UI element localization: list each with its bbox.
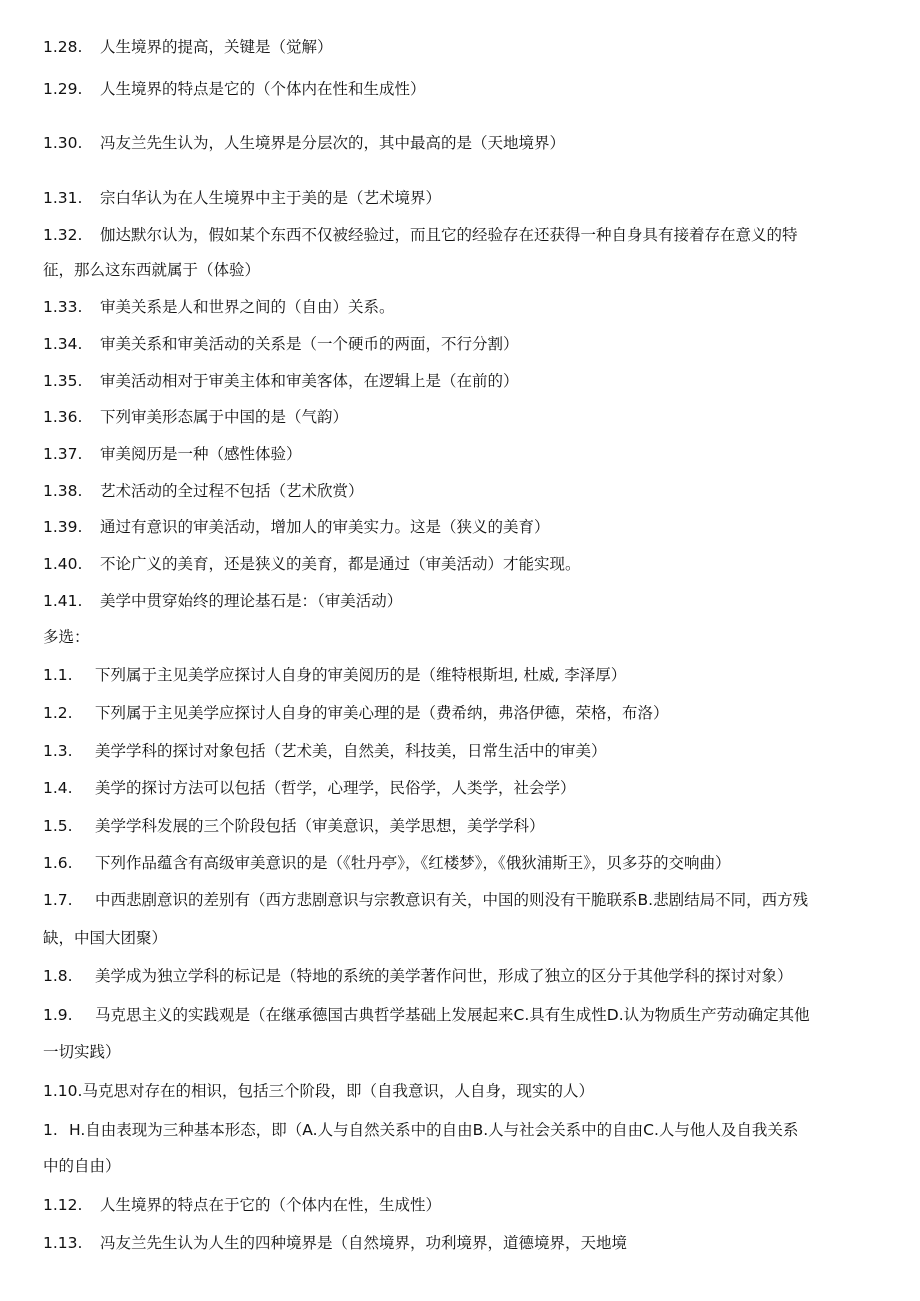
item-number: 1.13. [43,1234,83,1252]
item-text: 审美关系和审美活动的关系是（一个硬币的两面，不行分割） [100,335,519,353]
item-text: 审美活动相对于审美主体和审美客体，在逻辑上是（在前的） [100,372,519,390]
item-continuation: 缺，中国大团聚） [43,929,168,947]
item-text: 美学的探讨方法可以包括（哲学，心理学，民俗学，人类学，社会学） [95,779,576,797]
list-item [43,1081,883,1101]
item-text: 下列作品蕴含有高级审美意识的是（《牡丹亭》，《红楼梦》，《俄狄浦斯王》，贝多芬的交响曲） [95,854,731,872]
item-continuation: 中的自由） [43,1157,121,1175]
item-number: 1.4. [43,779,73,797]
list-item [43,334,883,354]
item-text: 美学学科发展的三个阶段包括（审美意识，美学思想，美学学科） [95,817,545,835]
item-text: 冯友兰先生认为，人生境界是分层次的，其中最高的是（天地境界） [100,134,566,152]
item-number: 1.1. [43,666,73,684]
item-text: 1.10.马克思对存在的相识，包括三个阶段，即（自我意识，人自身，现实的人） [43,1082,594,1100]
item-text: 人生境界的特点是它的（个体内在性和生成性） [100,80,426,98]
item-number: 1.6. [43,854,73,872]
item-number: 1.37. [43,445,83,463]
item-text: 冯友兰先生认为人生的四种境界是（自然境界，功利境界，道德境界，天地境 [100,1234,628,1252]
list-item [43,1195,883,1215]
item-text: 下列属于主见美学应探讨人自身的审美心理的是（费希纳，弗洛伊德，荣格，布洛） [95,704,669,722]
list-item [43,1120,883,1140]
item-number: 1.8. [43,967,73,985]
section-heading: 多选： [43,628,90,646]
item-number: 1.34. [43,335,83,353]
item-text: 伽达默尔认为，假如某个东西不仅被经验过，而且它的经验存在还获得一种自身具有接着存在意义的特 [100,226,798,244]
item-text: 美学成为独立学科的标记是（特地的系统的美学著作问世，形成了独立的区分于其他学科的探讨对象） [95,967,793,985]
item-number: 1.7. [43,891,73,909]
item-text: 不论广义的美育，还是狭义的美育，都是通过（审美活动）才能实现。 [100,555,581,573]
item-text: 人生境界的提高，关键是（觉解） [100,38,333,56]
item-text: 下列属于主见美学应探讨人自身的审美阅历的是（维特根斯坦, 杜威, 李泽厚） [95,666,627,684]
list-item [43,407,883,427]
list-item [43,890,883,910]
list-item [43,816,883,836]
item-text: 审美关系是人和世界之间的（自由）关系。 [100,298,395,316]
item-text: H.自由表现为三种基本形态，即（A.人与自然关系中的自由B.人与社会关系中的自由C.人与他人及自我关系 [69,1121,799,1139]
item-text: 美学学科的探讨对象包括（艺术美，自然美，科技美，日常生活中的审美） [95,742,607,760]
item-text: 通过有意识的审美活动，增加人的审美实力。这是（狭义的美育） [100,518,550,536]
item-continuation: 一切实践） [43,1043,121,1061]
item-number: 1.32. [43,226,83,244]
list-item [43,1005,883,1025]
item-text: 马克思主义的实践观是（在继承德国古典哲学基础上发展起来C.具有生成性D.认为物质生产劳动确定其他 [95,1006,810,1024]
list-item [43,778,883,798]
item-number: 1.30. [43,134,83,152]
item-text: 下列审美形态属于中国的是（气韵） [100,408,349,426]
item-text: 艺术活动的全过程不包括（艺术欣赏） [100,482,364,500]
list-item [43,225,883,245]
item-number: 1.38. [43,482,83,500]
list-item [43,188,883,208]
list-item [43,703,883,723]
item-number: 1.5. [43,817,73,835]
item-text: 宗白华认为在人生境界中主于美的是（艺术境界） [100,189,442,207]
item-text: 中西悲剧意识的差别有（西方悲剧意识与宗教意识有关，中国的则没有干脆联系B.悲剧结局不同，西方残 [95,891,809,909]
list-item [43,741,883,761]
list-item [43,853,883,873]
item-number: 1.35. [43,372,83,390]
item-number: 1.2. [43,704,73,722]
item-number: 1.9. [43,1006,73,1024]
item-number: 1.40. [43,555,83,573]
item-number: 1.33. [43,298,83,316]
list-item [43,554,883,574]
list-item [43,665,883,685]
item-number: 1.36. [43,408,83,426]
item-number: 1.3. [43,742,73,760]
item-number: 1.31. [43,189,83,207]
item-text: 人生境界的特点在于它的（个体内在性，生成性） [100,1196,442,1214]
item-number: 1.29. [43,80,83,98]
list-item [43,517,883,537]
list-item [43,297,883,317]
item-continuation: 征，那么这东西就属于（体验） [43,261,261,279]
list-item [43,444,883,464]
item-number: 1.12. [43,1196,83,1214]
list-item [43,966,883,986]
list-item [43,1233,883,1253]
item-text: 审美阅历是一种（感性体验） [100,445,302,463]
list-item [43,481,883,501]
item-number: 1.41. [43,592,83,610]
item-number: 1.28. [43,38,83,56]
list-item [43,79,883,99]
list-item [43,133,883,153]
item-number: 1.39. [43,518,83,536]
list-item [43,371,883,391]
list-item [43,591,883,611]
item-number: 1. [43,1121,58,1139]
item-text: 美学中贯穿始终的理论基石是：（审美活动） [100,592,403,610]
list-item [43,37,883,57]
